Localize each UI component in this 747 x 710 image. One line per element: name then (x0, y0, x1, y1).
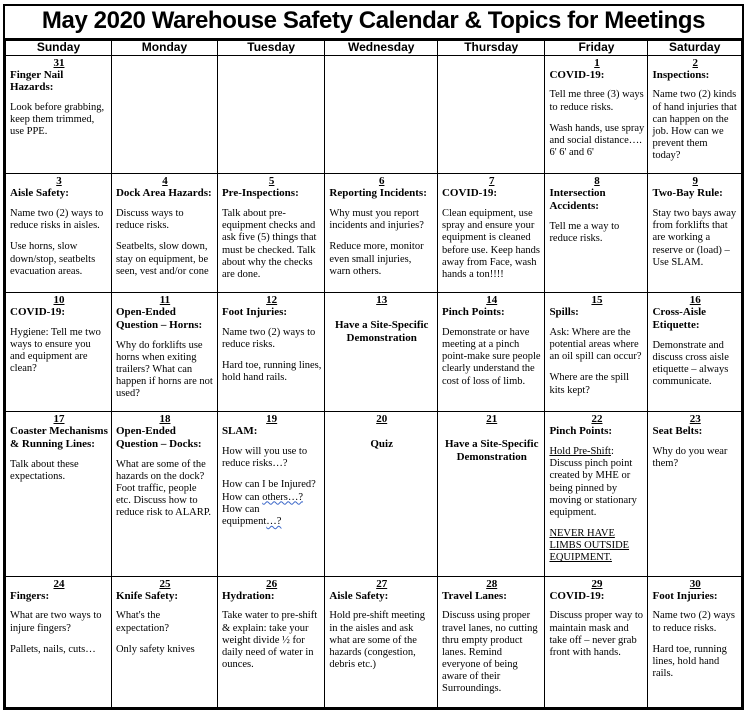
topic-text (222, 479, 321, 491)
topic-heading: Seat Belts: (652, 425, 703, 438)
calendar-cell-day-27 (325, 576, 438, 707)
date-number: 8 (594, 175, 600, 188)
text-run: Only safety knives (115, 643, 195, 655)
topic-text (116, 610, 214, 634)
text-run: Pallets, nails, cuts… (10, 643, 96, 655)
date-number: 28 (486, 577, 498, 590)
topic-text (442, 327, 541, 388)
topic-heading: Cross-Aisle Etiquette: (652, 306, 707, 331)
date-number: 29 (591, 577, 603, 590)
text-run: Seatbelts, slow down, stay on equipment, be seen, vest and/or cone (115, 241, 209, 277)
topic-text (116, 340, 214, 401)
topic-heading: Open-Ended Question – Horns: (115, 306, 203, 331)
topic-heading: Hydration: (221, 589, 275, 602)
topic-text (222, 492, 321, 504)
calendar-cell-day-14 (437, 293, 544, 412)
day-header-thursday: Thursday (437, 41, 544, 56)
calendar-cell-day-9 (648, 174, 742, 293)
date-number: 27 (376, 577, 388, 590)
topic-heading: Aisle Safety: (10, 187, 69, 200)
topic-text (652, 610, 738, 634)
empty-cell (217, 55, 324, 174)
text-run: Why must you report incidents and injuries? (329, 208, 424, 232)
date-number: 10 (53, 294, 65, 307)
topic-heading: COVID-19: (441, 187, 497, 200)
text-run: How will you use to reduce risks…? (221, 446, 308, 470)
date-number: 6 (378, 175, 385, 188)
day-header-monday: Monday (111, 41, 217, 56)
text-run: Ask: Where are the potential areas where an oil spill can occur? (549, 326, 642, 363)
calendar-cell-day-16 (648, 293, 742, 412)
text-run: : Discuss pinch point created by MHE or being pinned by moving or stationary equipment. (549, 446, 637, 518)
date-number: 20 (376, 413, 388, 426)
calendar-cell-day-29 (545, 576, 648, 707)
topic-heading: Quiz (370, 438, 393, 451)
topic-text (116, 208, 214, 232)
calendar-cell-day-11 (111, 293, 217, 412)
calendar-cell-day-24 (6, 576, 112, 707)
topic-heading: Two-Bay Rule: (652, 187, 723, 200)
text-run: Tell me three (3) ways to reduce risks. (549, 89, 644, 113)
text-run: Hold Pre-Shift (549, 446, 611, 458)
date-number: 5 (268, 175, 275, 188)
date-number: 17 (53, 413, 65, 426)
topic-text (652, 446, 738, 470)
topic-text (652, 340, 738, 389)
text-run: Hard toe, running lines, hold hand rails. (652, 643, 727, 680)
topic-text (222, 446, 321, 470)
text-run: Name two (2) ways to reduce risks. (652, 610, 735, 634)
calendar-cell-day-6 (325, 174, 438, 293)
day-header-wednesday: Wednesday (325, 41, 438, 56)
topic-heading: Pinch Points: (549, 425, 613, 438)
text-run: Why do forklifts use horns when exiting trailers? What can happen if horns are not used? (115, 339, 213, 400)
topic-heading: Spills: (549, 306, 579, 319)
text-run: Hygiene: Tell me two ways to ensure you and equipment are clean? (10, 326, 101, 375)
date-number: 26 (266, 577, 278, 590)
topic-text (222, 208, 321, 281)
topic-text (222, 610, 321, 671)
topic-heading: Intersection Accidents: (549, 187, 606, 213)
topic-heading: COVID-19: (549, 589, 605, 602)
topic-heading: COVID-19: (549, 68, 605, 81)
date-number: 7 (488, 175, 495, 188)
date-number: 22 (591, 413, 603, 426)
day-header-friday: Friday (545, 41, 648, 56)
text-run: Why do you wear them? (652, 446, 728, 470)
topic-heading: Foot Injuries: (652, 589, 718, 602)
topic-heading: Have a Site-Specific Demonstration (334, 319, 429, 344)
topic-text (652, 89, 738, 162)
grammar-check-text: others…? (262, 491, 304, 503)
text-run: What are two ways to injure fingers? (10, 610, 102, 634)
date-number: 23 (689, 413, 701, 426)
text-run: Name two (2) ways to reduce risks. (221, 326, 316, 351)
calendar-cell-day-8 (545, 174, 648, 293)
topic-heading: Finger Nail Hazards: (10, 68, 64, 94)
date-number: 25 (159, 577, 171, 590)
topic-heading: Reporting Incidents: (329, 187, 427, 200)
calendar-body (6, 55, 742, 707)
text-run: Reduce more, monitor even small injuries, warn others. (329, 241, 424, 277)
topic-text (10, 102, 108, 139)
text-run: Talk about these expectations. (10, 458, 79, 482)
calendar-cell-day-5 (217, 174, 324, 293)
topic-heading: Travel Lanes: (441, 589, 507, 602)
topic-heading: Coaster Mechanisms & Running Lines: (10, 425, 108, 451)
text-run: What's the expectation? (115, 610, 170, 634)
topic-text (10, 610, 108, 634)
empty-cell (111, 55, 217, 174)
text-run: Use horns, slow down/stop, seatbelts evacuation areas. (10, 241, 96, 277)
empty-cell (437, 55, 544, 174)
text-run: What are some of the hazards on the dock? Foot traffic, people etc. Discuss how to reduce risk to ALARP. (115, 458, 212, 519)
calendar-cell-day-31 (6, 55, 112, 174)
calendar-cell-day-3 (6, 174, 112, 293)
topic-text (549, 89, 644, 113)
date-number: 31 (53, 56, 65, 69)
text-run: Demonstrate or have meeting at a pinch point-make sure people clearly understand the cost of loss of limb. (441, 326, 541, 387)
text-run: Name two (2) kinds of hand injuries that can happen on the job. How can we prevent them today? (652, 89, 737, 162)
text-run: Discuss using proper travel lanes, no cutting thru empty product lanes. Remind everyone of being aware of their Surroundings. (441, 610, 538, 695)
date-number: 19 (266, 413, 278, 426)
topic-heading: Fingers: (10, 589, 50, 602)
text-run: How can equipment (221, 503, 267, 527)
calendar-cell-day-25 (111, 576, 217, 707)
topic-text (10, 644, 108, 656)
text-run: Hold pre-shift meeting in the aisles and ask what are some of the hazards (congestion, debris etc.) (329, 610, 426, 671)
week-row-2 (6, 174, 742, 293)
text-run: How can (221, 491, 263, 503)
topic-text (549, 446, 644, 519)
date-number: 3 (56, 175, 62, 188)
text-run: Take water to pre-shift & explain: take your weight divide ½ for daily need of water in ounces. (221, 610, 318, 671)
topic-text (442, 610, 541, 695)
topic-text (10, 208, 108, 232)
text-run: How can I be Injured? (221, 479, 316, 491)
calendar-cell-day-26 (217, 576, 324, 707)
calendar-cell-day-23 (648, 412, 742, 576)
date-number: 11 (159, 294, 171, 307)
calendar-cell-day-7 (437, 174, 544, 293)
topic-heading: Aisle Safety: (329, 589, 389, 602)
topic-heading: Pre-Inspections: (221, 187, 299, 200)
topic-heading: Have a Site-Specific Demonstration (444, 438, 539, 464)
calendar-cell-day-19 (217, 412, 324, 576)
day-header-row (6, 41, 742, 56)
calendar-cell-day-30 (648, 576, 742, 707)
week-row-3 (6, 293, 742, 412)
topic-heading: Pinch Points: (441, 306, 505, 319)
text-run: Wash hands, use spray and social distance…. 6' 6' and 6' (549, 122, 645, 159)
topic-heading: Dock Area Hazards: (115, 187, 212, 200)
text-run: Look before grabbing, keep them trimmed, use PPE. (10, 101, 105, 138)
topic-text (652, 208, 738, 269)
date-number: 30 (689, 577, 701, 590)
topic-text (549, 123, 644, 160)
date-number: 9 (692, 175, 698, 188)
calendar-document (3, 4, 744, 710)
date-number: 1 (594, 56, 600, 69)
topic-heading: Inspections: (652, 68, 710, 81)
text-run: Discuss ways to reduce risks. (115, 208, 184, 232)
topic-text (222, 360, 321, 384)
text-run: Clean equipment, use spray and ensure your equipment is cleaned before use. Keep hands away from Face, wash hands a ton!!!! (441, 208, 540, 280)
calendar-cell-day-17 (6, 412, 112, 576)
date-number: 12 (266, 294, 278, 307)
topic-text (549, 610, 644, 659)
week-row-1 (6, 55, 742, 174)
calendar-cell-day-4 (111, 174, 217, 293)
topic-text (549, 528, 644, 565)
topic-text (442, 208, 541, 281)
topic-text (10, 459, 108, 483)
day-header-tuesday: Tuesday (217, 41, 324, 56)
topic-text (652, 644, 738, 681)
topic-text (549, 372, 644, 396)
week-row-4 (6, 412, 742, 576)
topic-text (116, 459, 214, 520)
topic-heading: Foot Injuries: (221, 306, 288, 319)
topic-heading: COVID-19: (10, 306, 65, 319)
text-run: Stay two bays away from forklifts that are working a reserve or (load) – Use SLAM. (652, 208, 737, 268)
week-row-5 (6, 576, 742, 707)
calendar-cell-day-20 (325, 412, 438, 576)
date-number: 4 (162, 175, 168, 188)
calendar-cell-day-2 (648, 55, 742, 174)
date-number: 24 (53, 577, 65, 590)
calendar-title: May 2020 Warehouse Safety Calendar & Topics for Meetings (5, 6, 742, 40)
topic-text (549, 327, 644, 364)
calendar-cell-day-12 (217, 293, 324, 412)
text-run: Tell me a way to reduce risks. (549, 220, 620, 244)
topic-text (329, 208, 434, 232)
day-header-saturday: Saturday (648, 41, 742, 56)
calendar-cell-day-28 (437, 576, 544, 707)
topic-text (329, 241, 434, 278)
text-run: Name two (2) ways to reduce risks in aisles. (10, 208, 104, 232)
date-number: 16 (689, 294, 701, 307)
calendar-cell-day-18 (111, 412, 217, 576)
topic-text (10, 327, 108, 376)
topic-text (10, 241, 108, 278)
date-number: 14 (486, 294, 498, 307)
empty-cell (325, 55, 438, 174)
date-number: 18 (159, 413, 171, 426)
date-number: 2 (692, 56, 698, 69)
topic-text (116, 644, 214, 656)
text-run: Demonstrate and discuss cross aisle etiquette – always communicate. (652, 339, 729, 388)
topic-text (549, 221, 644, 245)
calendar-cell-day-13 (325, 293, 438, 412)
grammar-check-text: …? (266, 515, 282, 527)
calendar-cell-day-21 (437, 412, 544, 576)
text-run: NEVER HAVE LIMBS OUTSIDE EQUIPMENT. (549, 528, 630, 564)
topic-text (329, 610, 434, 671)
topic-heading: SLAM: (221, 425, 258, 438)
topic-heading: Open-Ended Question – Docks: (115, 425, 202, 451)
topic-heading: Knife Safety: (115, 589, 178, 602)
calendar-cell-day-15 (545, 293, 648, 412)
calendar-cell-day-1 (545, 55, 648, 174)
calendar-cell-day-22 (545, 412, 648, 576)
date-number: 15 (591, 294, 603, 307)
text-run: Discuss proper way to maintain mask and take off – never grab front with hands. (549, 610, 644, 658)
date-number: 13 (376, 294, 388, 307)
calendar-table (5, 40, 742, 708)
text-run: Where are the spill kits kept? (549, 372, 630, 396)
topic-text (222, 327, 321, 351)
topic-text (116, 241, 214, 278)
day-header-sunday: Sunday (6, 41, 112, 56)
date-number: 21 (486, 413, 498, 426)
text-run: Talk about pre-equipment checks and ask five (5) things that must be checked. Talk about why the checks are done. (221, 208, 317, 280)
text-run: Hard toe, running lines, hold hand rails. (221, 360, 322, 384)
calendar-cell-day-10 (6, 293, 112, 412)
